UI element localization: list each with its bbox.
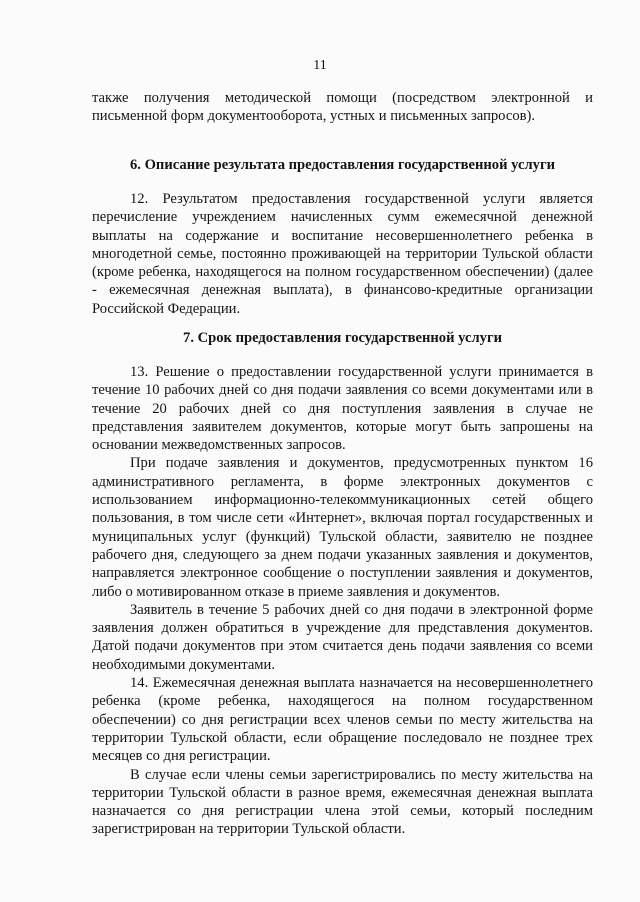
section-6-body bbox=[92, 190, 593, 318]
paragraph-registration-timing: В случае если члены семьи зарегистрировались по месту жительства на территории Тульской области в разное время, ежемесячная денежная выплата назначается со дня регистрации члена этой семьи, который последним зарегистрирован на территории Тульской области. bbox=[92, 766, 593, 838]
intro-paragraph: также получения методической помощи (посредством электронной и письменной форм документооборота, устных и письменных запросов). bbox=[92, 90, 593, 125]
paragraph-13: 13. Решение о предоставлении государственной услуги принимается в течение 10 рабочих дней со дня подачи заявления со всеми документами или в течение 20 рабочих дней со дня поступления заявления в случае не представления заявителем документов, которые могут быть запрошены на основании межведомственных запросов. bbox=[92, 364, 593, 454]
section-6-heading: 6. Описание результата предоставления государственной услуги bbox=[129, 157, 555, 173]
section-7-heading: 7. Срок предоставления государственной услуги bbox=[183, 330, 502, 346]
paragraph-14: 14. Ежемесячная денежная выплата назначается на несовершеннолетнего ребенка (кроме ребенка, находящегося на полном государственном обеспечении) со дня регистрации всех членов семьи по месту жительства на территории Тульской области, если обращение последовало не позднее трех месяцев со дня регистрации. bbox=[92, 675, 593, 765]
paragraph-electronic-submission: При подаче заявления и документов, предусмотренных пунктом 16 административного регламента, в форме электронных документов с использованием информационно-телекоммуникационных сетей общего пользования, в том числе сети «Интернет», включая портал государственных и муниципальных услуг (функций) Тульской области, заявителю не позднее рабочего дня, следующего за днем подачи указанных заявления и документов, направляется электронное сообщение о поступлении заявления и документов, либо о мотивированном отказе в приеме заявления и документов. bbox=[92, 455, 593, 600]
section-7-body bbox=[92, 363, 593, 839]
paragraph-applicant-deadline: Заявитель в течение 5 рабочих дней со дня подачи в электронной форме заявления должен обратиться в учреждение для представления документов. Датой подачи документов при этом считается день подачи заявления со всеми необходимыми документами. bbox=[92, 601, 593, 673]
paragraph-12: 12. Результатом предоставления государственной услуги является перечисление учреждением начисленных сумм ежемесячной денежной выплаты на содержание и воспитание несовершеннолетнего ребенка в многодетной семье, постоянно проживающей на территории Тульской области (кроме ребенка, находящегося на полном государственном обеспечении) (далее - ежемесячная денежная выплата), в финансово-кредитные организации Российской Федерации. bbox=[92, 191, 593, 317]
page-number: 11 bbox=[313, 58, 327, 73]
intro-block bbox=[92, 89, 593, 126]
